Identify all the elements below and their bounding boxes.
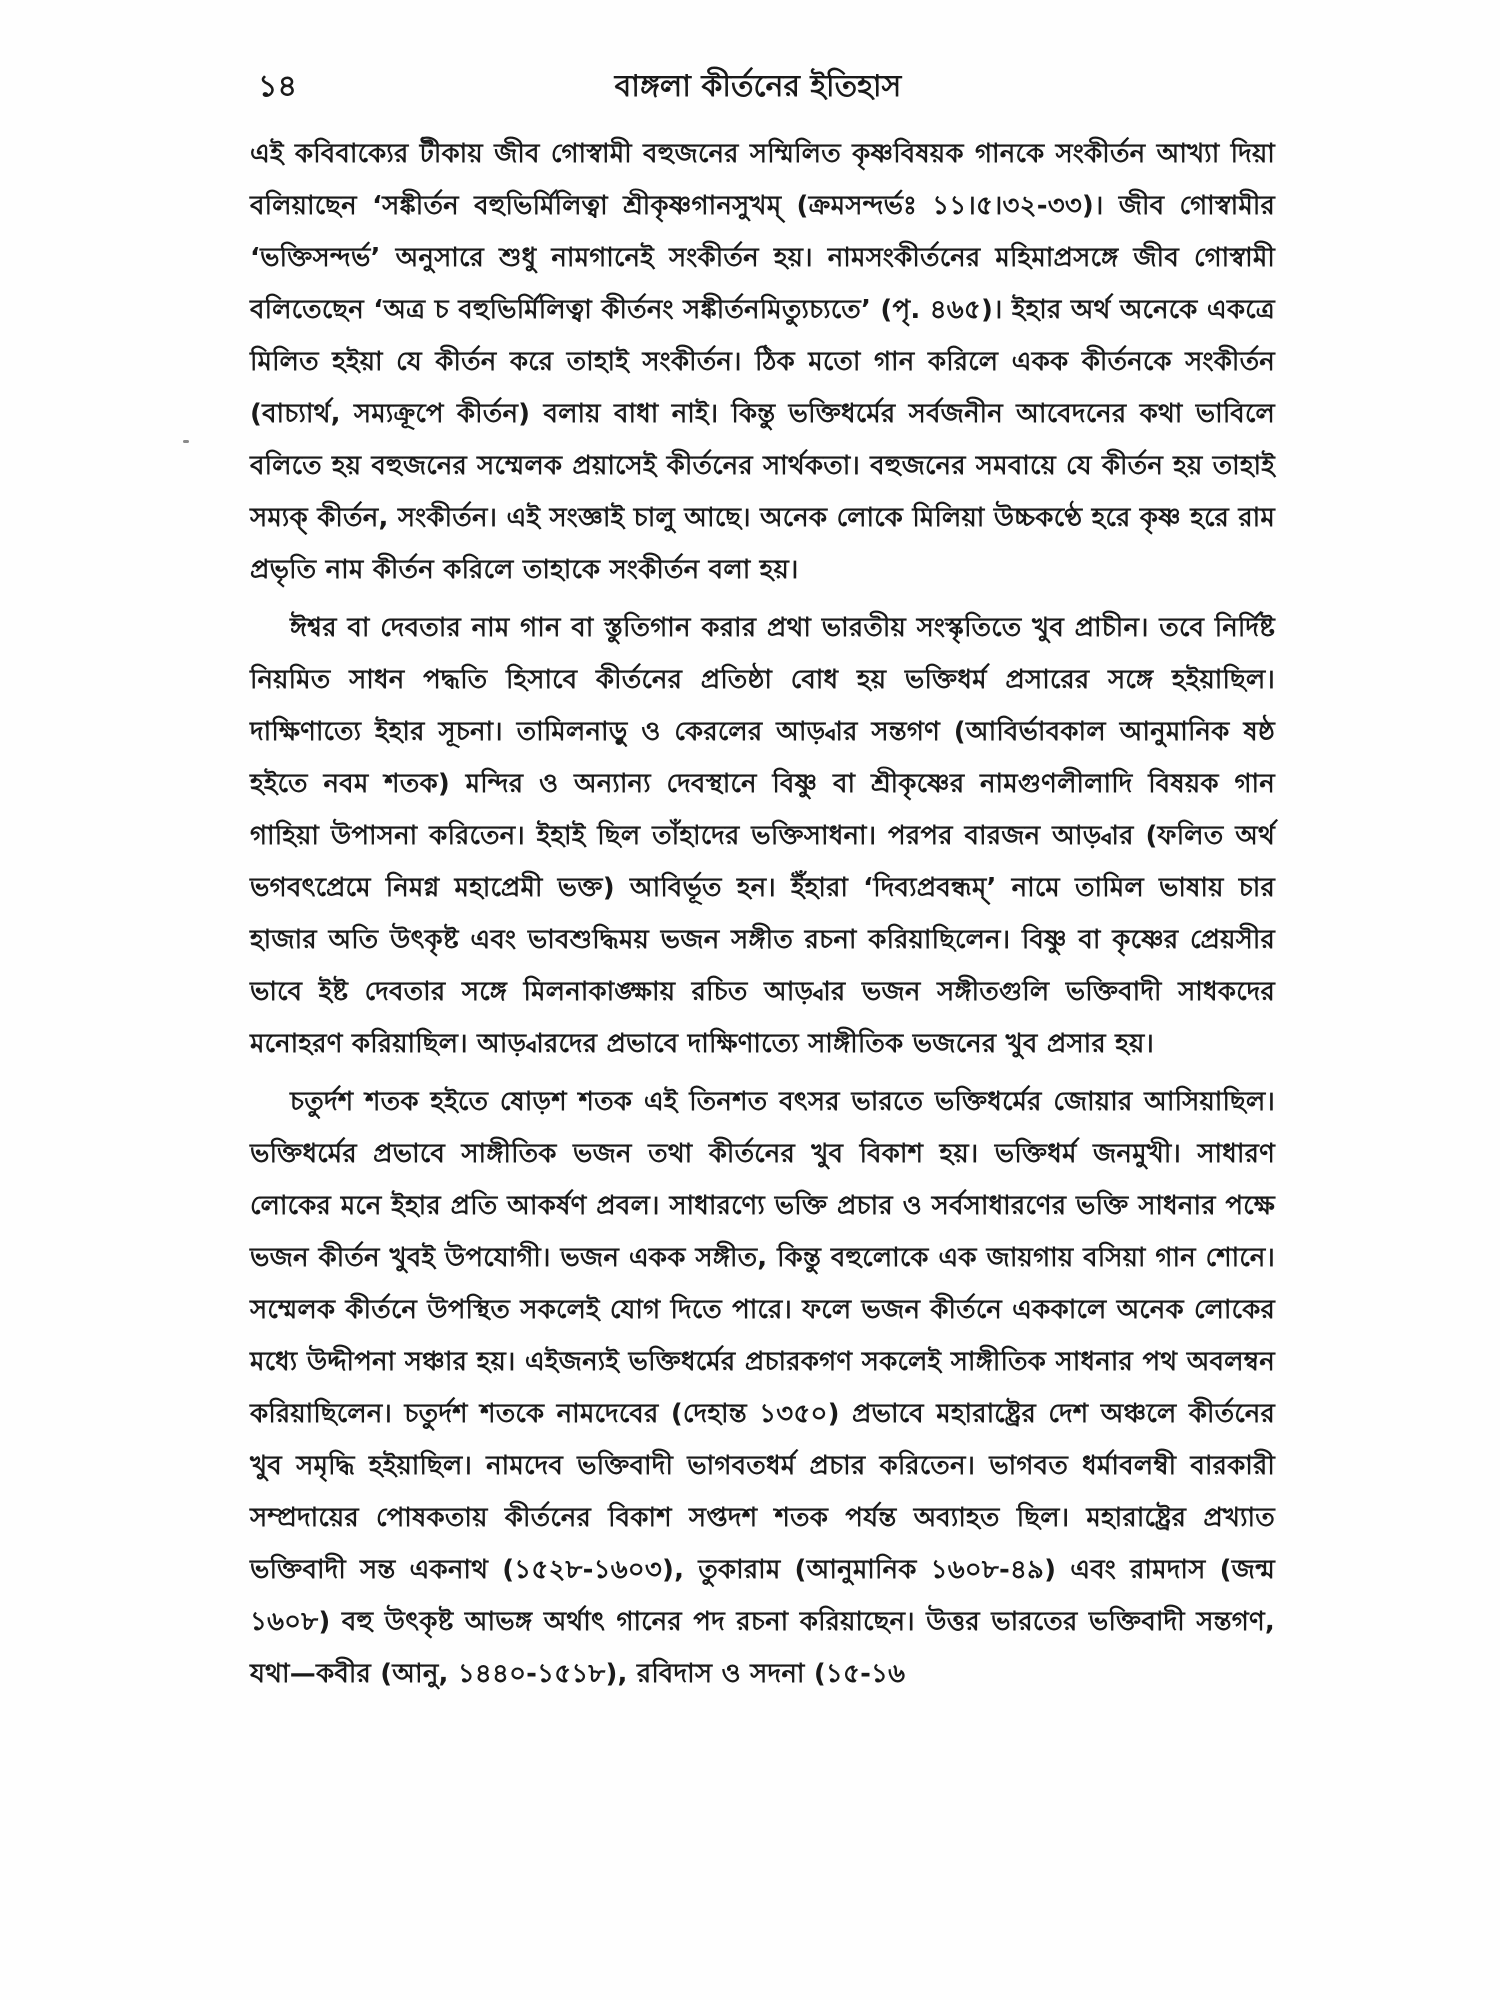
paragraph-3: চতুর্দশ শতক হইতে ষোড়শ শতক এই তিনশত বৎসর ভারতে ভক্তিধর্মের জোয়ার আসিয়াছিল। ভক্তিধর্মের প্রভাবে সাঙ্গীতিক ভজন তথা কীর্তনের খুব বিকাশ হয়। ভক্তিধর্ম জনমুখী। সাধারণ লোকের মনে ইহার প্রতি আকর্ষণ প্রবল। সাধারণ্যে ভক্তি প্রচার ও সর্বসাধারণের ভক্তি সাধনার পক্ষে ভজন কীর্তন খুবই উপযোগী। ভজন একক সঙ্গীত, কিন্তু বহুলোকে এক জায়গায় বসিয়া গান শোনে। সম্মেলক কীর্তনে উপস্থিত সকলেই যোগ দিতে পারে। ফলে ভজন কীর্তনে এককালে অনেক লোকের মধ্যে উদ্দীপনা সঞ্চার হয়। এইজন্যই ভক্তিধর্মের প্রচারকগণ সকলেই সাঙ্গীতিক সাধনার পথ অবলম্বন করিয়াছিলেন। চতুর্দশ শতকে নামদেবের (দেহান্ত ১৩৫০) প্রভাবে মহারাষ্ট্রের দেশ অঞ্চলে কীর্তনের খুব সমৃদ্ধি হইয়াছিল। নামদেব ভক্তিবাদী ভাগবতধর্ম প্রচার করিতেন। ভাগবত ধর্মাবলম্বী বারকারী সম্প্রদায়ের পোষকতায় কীর্তনের বিকাশ সপ্তদশ শতক পর্যন্ত অব্যাহত ছিল। মহারাষ্ট্রের প্রখ্যাত ভক্তিবাদী সন্ত একনাথ (১৫২৮-১৬০৩), তুকারাম (আনুমানিক ১৬০৮-৪৯) এবং রামদাস (জন্ম ১৬০৮) বহু উৎকৃষ্ট আভঙ্গ অর্থাৎ গানের পদ রচনা করিয়াছেন। উত্তর ভারতের ভক্তিবাদী সন্তগণ, যথা—কবীর (আনু, ১৪৪০-১৫১৮), রবিদাস ও সদনা (১৫-১৬ — [250, 1087, 1275, 1689]
paragraph-2: ঈশ্বর বা দেবতার নাম গান বা স্তুতিগান করার প্রথা ভারতীয় সংস্কৃতিতে খুব প্রাচীন। তবে নির্দিষ্ট নিয়মিত সাধন পদ্ধতি হিসাবে কীর্তনের প্রতিষ্ঠা বোধ হয় ভক্তিধর্ম প্রসারের সঙ্গে হইয়াছিল। দাক্ষিণাত্যে ইহার সূচনা। তামিলনাড়ু ও কেরলের আড়্বার সন্তগণ (আবির্ভাবকাল আনুমানিক ষষ্ঠ হইতে নবম শতক) মন্দির ও অন্যান্য দেবস্থানে বিষ্ণু বা শ্রীকৃষ্ণের নামগুণলীলাদি বিষয়ক গান গাহিয়া উপাসনা করিতেন। ইহাই ছিল তাঁহাদের ভক্তিসাধনা। পরপর বারজন আড়্বার (ফলিত অর্থ ভগবৎপ্রেমে নিমগ্ন মহাপ্রেমী ভক্ত) আবির্ভূত হন। ইঁহারা ‘দিব্যপ্রবন্ধম্’ নামে তামিল ভাষায় চার হাজার অতি উৎকৃষ্ট এবং ভাবশুদ্ধিময় ভজন সঙ্গীত রচনা করিয়াছিলেন। বিষ্ণু বা কৃষ্ণের প্রেয়সীর ভাবে ইষ্ট দেবতার সঙ্গে মিলনাকাঙ্ক্ষায় রচিত আড়্বার ভজন সঙ্গীতগুলি ভক্তিবাদী সাধকদের মনোহরণ করিয়াছিল। আড়্বারদের প্রভাবে দাক্ষিণাত্যে সাঙ্গীতিক ভজনের খুব প্রসার হয়। — [250, 613, 1275, 1059]
paragraph-1: এই কবিবাক্যের টীকায় জীব গোস্বামী বহুজনের সম্মিলিত কৃষ্ণবিষয়ক গানকে সংকীর্তন আখ্যা দিয়া বলিয়াছেন ‘সঙ্কীর্তন বহুভির্মিলিত্বা শ্রীকৃষ্ণগানসুখম্ (ক্রমসন্দর্ভঃ ১১।৫।৩২-৩৩)। জীব গোস্বামীর ‘ভক্তিসন্দর্ভ’ অনুসারে শুধু নামগানেই সংকীর্তন হয়। নামসংকীর্তনের মহিমাপ্রসঙ্গে জীব গোস্বামী বলিতেছেন ‘অত্র চ বহুভির্মিলিত্বা কীর্তনং সঙ্কীর্তনমিত্যুচ্যতে’ (পৃ. ৪৬৫)। ইহার অর্থ অনেকে একত্রে মিলিত হইয়া যে কীর্তন করে তাহাই সংকীর্তন। ঠিক মতো গান করিলে একক কীর্তনকে সংকীর্তন (বাচ্যার্থ, সম্যক্রূপে কীর্তন) বলায় বাধা নাই। কিন্তু ভক্তিধর্মের সর্বজনীন আবেদনের কথা ভাবিলে বলিতে হয় বহুজনের সম্মেলক প্রয়াসেই কীর্তনের সার্থকতা। বহুজনের সমবায়ে যে কীর্তন হয় তাহাই সম্যক্ কীর্তন, সংকীর্তন। এই সংজ্ঞাই চালু আছে। অনেক লোকে মিলিয়া উচ্চকণ্ঠে হরে কৃষ্ণ হরে রাম প্রভৃতি নাম কীর্তন করিলে তাহাকে সংকীর্তন বলা হয়। — [250, 139, 1275, 585]
page-number: ১৪ — [258, 69, 297, 104]
scan-speck — [183, 440, 189, 443]
body-text — [250, 128, 1275, 1706]
running-title: বাঙ্গলা কীর্তনের ইতিহাস — [614, 69, 902, 104]
running-head — [258, 64, 1258, 110]
